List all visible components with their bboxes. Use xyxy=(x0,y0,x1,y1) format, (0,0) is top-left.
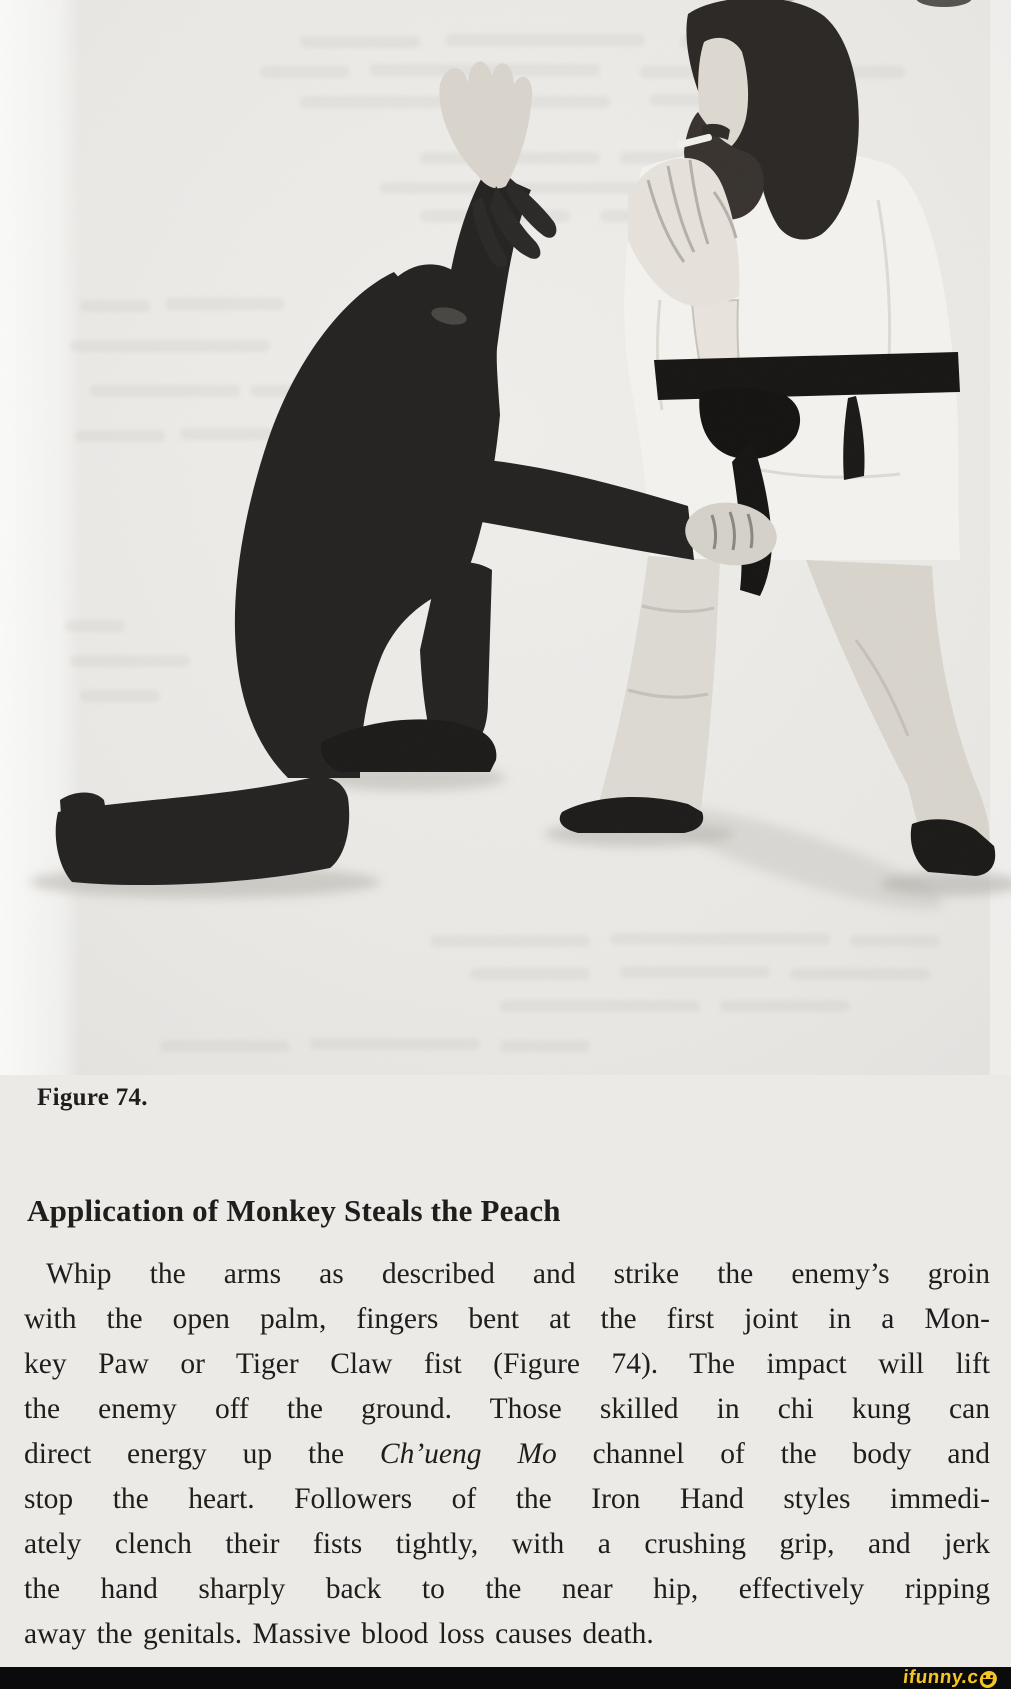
paragraph-line: Whip the arms as described and strike the enemy’s groin xyxy=(46,1258,990,1290)
paragraph-line: with the open palm, fingers bent at the first joint in a Mon- xyxy=(24,1303,990,1335)
section-heading: Application of Monkey Steals the Peach xyxy=(27,1193,561,1228)
figure-caption: Figure 74. xyxy=(37,1084,148,1111)
paragraph-line: direct energy up the Ch’ueng Mo channel of the body and xyxy=(24,1438,991,1470)
ifunny-watermark xyxy=(901,1667,998,1689)
body-paragraph xyxy=(24,1252,990,1657)
watermark-bar xyxy=(0,1667,1011,1689)
paragraph-line: key Paw or Tiger Claw fist (Figure 74). The impact will lift xyxy=(24,1348,990,1380)
paragraph-line: the hand sharply back to the near hip, effectively ripping xyxy=(24,1573,990,1605)
ifunny-brand-text: ifunny.c xyxy=(901,1667,980,1688)
paragraph-line: stop the heart. Followers of the Iron Hand styles immedi- xyxy=(24,1483,990,1515)
paragraph-line: the enemy off the ground. Those skilled in chi kung can xyxy=(24,1393,990,1425)
smiley-o-icon xyxy=(979,1671,998,1688)
paragraph-line: away the genitals. Massive blood loss causes death. xyxy=(24,1618,654,1650)
paragraph-line: ately clench their fists tightly, with a crushing grip, and jerk xyxy=(24,1528,990,1560)
